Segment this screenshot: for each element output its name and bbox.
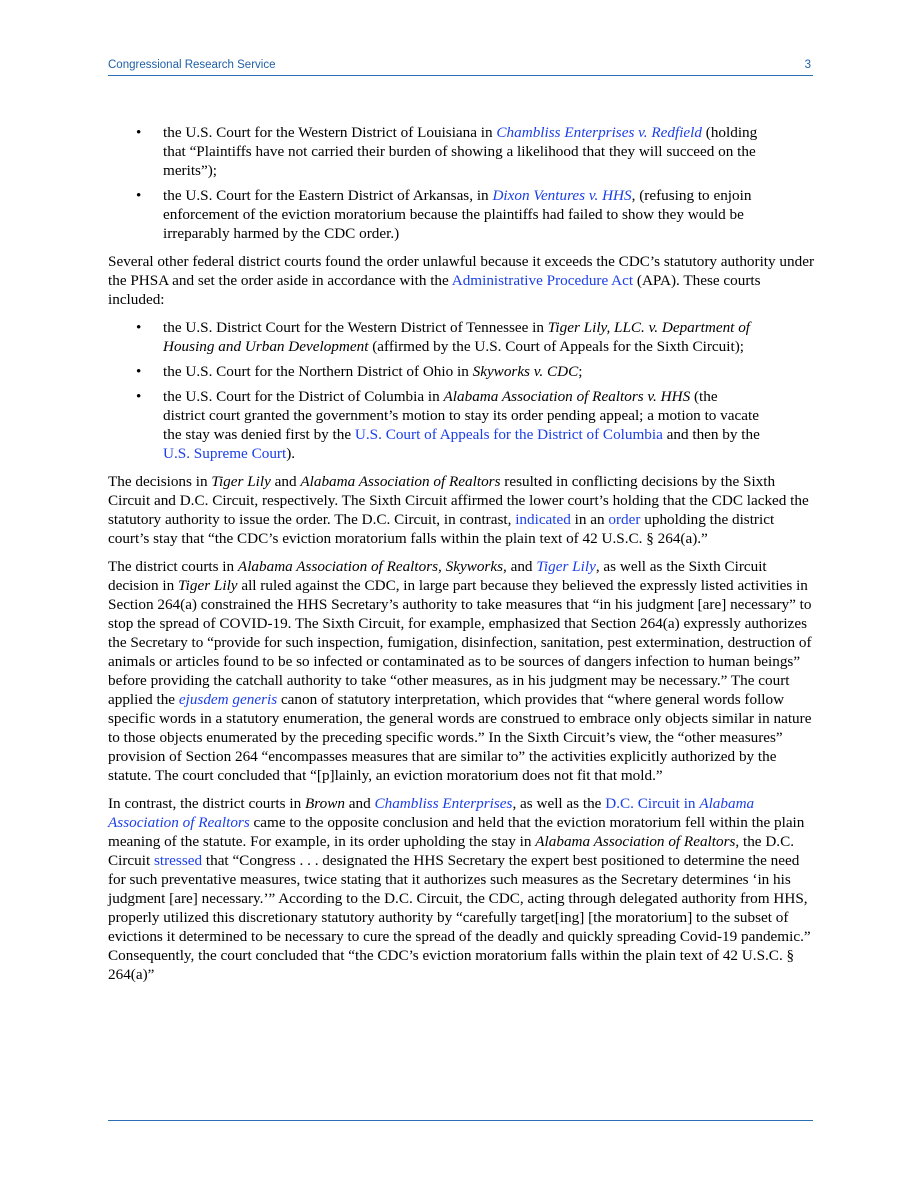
bullet-icon: • (136, 319, 142, 336)
case-name: Alabama Association of Realtors (535, 833, 736, 850)
case-name: Alabama Association of Realtors (300, 473, 501, 490)
text-run: , and (502, 558, 537, 575)
bullet-icon: • (136, 124, 142, 141)
document-body (108, 123, 816, 993)
text-run: The decisions in (108, 473, 212, 490)
paragraph (108, 252, 816, 309)
text-run: the U.S. Court for the Eastern District of Arkansas, in (163, 187, 493, 204)
text-run: upholding the district court’s stay that “the CDC’s eviction moratorium falls within the plain text of 42 U.S.C. § 264(a).” (108, 511, 775, 547)
text-run: , as well as the (512, 795, 606, 812)
text-run: in an (570, 511, 609, 528)
text-run: and (270, 473, 301, 490)
link-text-case: Alabama Association of Realtors (108, 795, 755, 831)
case-link-dixon-ventures[interactable]: Dixon Ventures v. HHS (492, 187, 632, 204)
text-run: (affirmed by the U.S. Court of Appeals for the Sixth Circuit); (368, 338, 744, 355)
text-run: canon of statutory interpretation, which provides that “where general words follow specific words in a statutory enumeration, the general words are construed to embrace only objects similar in nature to those objects enumerated by the preceding specific words.” In the Sixth Circuit’s view, the “other measures” provision of Section 264 “encompasses measures that are similar to” the activities explicitly authorized by the statute. The court concluded that “[p]lainly, an eviction moratorium does not fit that mold.” (108, 691, 812, 784)
text-run: the U.S. Court for the Western District of Louisiana in (163, 124, 497, 141)
order-link[interactable]: order (608, 511, 641, 528)
bullet-list-courts-denied (108, 123, 816, 243)
text-run: , as well as the Sixth Circuit decision in (108, 558, 767, 594)
link-text: D.C. Circuit in (605, 795, 700, 812)
text-run: In contrast, the district courts in (108, 795, 305, 812)
case-name: Alabama Association of Realtors v. HHS (443, 388, 691, 405)
list-item (108, 123, 761, 180)
text-run: Several other federal district courts found the order unlawful because it exceeds the CDC’s statutory authority under the PHSA and set the order aside in accordance with the (108, 253, 814, 289)
dc-circuit-link[interactable]: U.S. Court of Appeals for the District of Columbia (354, 426, 663, 443)
case-name: Tiger Lily, LLC. v. Department of Housing and Urban Development (163, 319, 751, 355)
bullet-icon: • (136, 363, 142, 380)
case-link-tiger-lily[interactable]: Tiger Lily (536, 558, 596, 575)
text-run: came to the opposite conclusion and held that the eviction moratorium fell within the plain meaning of the statute. For example, in its order upholding the stay in (108, 814, 805, 850)
text-run: the U.S. Court for the Northern District of Ohio in (163, 363, 473, 380)
text-run: The district courts in (108, 558, 238, 575)
indicated-link[interactable]: indicated (515, 511, 571, 528)
text-run: all ruled against the CDC, in large part because they believed the expressly listed activities in Section 264(a) constrained the HHS Secretary’s authority to take measures that “in his judgment [are] necessary” to stop the spread of COVID-19. The Sixth Circuit, for example, emphasized that Section 264(a) expressly authorizes the Secretary to “provide for such inspection, fumigation, disinfection, sanitation, pest extermination, destruction of animals or articles found to be so infected or contaminated as to be sources of dangers infection to human beings” before providing the catchall authority to take “other measures, as in his judgment may be necessary.” The court applied the (108, 577, 812, 708)
list-item (108, 318, 753, 356)
list-item (108, 387, 763, 463)
list-item (108, 186, 763, 243)
header-org-name: Congressional Research Service (108, 59, 276, 71)
text-run: (holding that “Plaintiffs have not carried their burden of showing a likelihood that they will succeed on the merits”); (163, 124, 758, 179)
paragraph (108, 794, 816, 984)
case-name: Skyworks v. CDC (472, 363, 579, 380)
text-run: and then by the (662, 426, 760, 443)
text-run: the U.S. Court for the District of Columbia in (163, 388, 444, 405)
text-run: (APA). These courts included: (108, 272, 761, 308)
text-run: that “Congress . . . designated the HHS Secretary the expert best positioned to determine the need for such preventative measures, twice stating that it authorizes such measures as the Secretary determines ‘in his judgment [are] necessary.’” According to the D.C. Circuit, the CDC, acting through delegated authority from HHS, properly utilized this discretionary statutory authority by “carefully target[ing] [the moratorium] to the subset of evictions it determined to be necessary to cure the spread of the deadly and quickly spreading Covid-19 pandemic.” Consequently, the court concluded that “the CDC’s eviction moratorium falls within the plain text of 42 U.S.C. § 264(a)” (108, 852, 811, 983)
footer-divider (108, 1120, 813, 1121)
bullet-icon: • (136, 388, 142, 405)
case-link-chambliss-enterprises[interactable]: Chambliss Enterprises (374, 795, 513, 812)
stressed-link[interactable]: stressed (153, 852, 203, 869)
paragraph (108, 472, 816, 548)
text-run: the U.S. District Court for the Western District of Tennessee in (163, 319, 548, 336)
bullet-list-courts-included (108, 318, 816, 463)
text-run: resulted in conflicting decisions by the Sixth Circuit and D.C. Circuit, respectively. The Sixth Circuit affirmed the lower court’s holding that the CDC lacked the statutory authority to issue the order. The D.C. Circuit, in contrast, (108, 473, 809, 528)
text-run: (the district court granted the government’s motion to stay its order pending appeal; a motion to vacate the stay was denied first by the (163, 388, 759, 443)
case-name: Tiger Lily (211, 473, 271, 490)
supreme-court-link[interactable]: U.S. Supreme Court (163, 445, 287, 462)
text-run: ; (578, 363, 583, 380)
ejusdem-generis-link[interactable]: ejusdem generis (178, 691, 278, 708)
page-number: 3 (804, 59, 811, 71)
page-header (108, 58, 813, 76)
apa-link[interactable]: Administrative Procedure Act (451, 272, 634, 289)
case-name: Alabama Association of Realtors, Skyworks (237, 558, 503, 575)
case-name: Brown (304, 795, 345, 812)
bullet-icon: • (136, 187, 142, 204)
paragraph (108, 557, 816, 785)
case-link-chambliss[interactable]: Chambliss Enterprises v. Redfield (496, 124, 702, 141)
case-name: Tiger Lily (178, 577, 238, 594)
text-run: , (refusing to enjoin enforcement of the eviction moratorium because the plaintiffs had failed to show they would be irreparably harmed by the CDC order.) (163, 187, 752, 242)
text-run: and (344, 795, 375, 812)
list-item (108, 362, 763, 381)
text-run: , the D.C. Circuit (108, 833, 795, 869)
text-run: ). (286, 445, 296, 462)
